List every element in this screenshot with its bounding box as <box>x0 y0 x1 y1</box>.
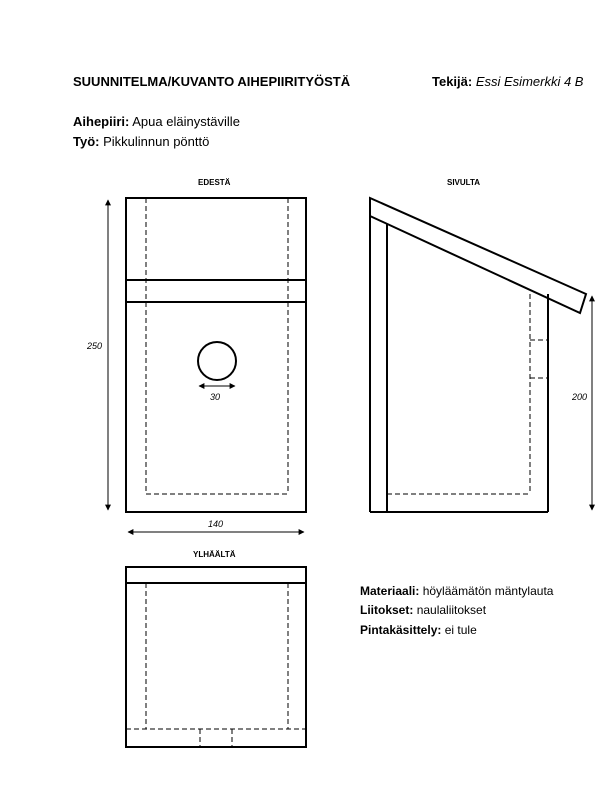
finish-value: ei tule <box>444 623 477 637</box>
topic-label: Aihepiiri: <box>73 114 130 129</box>
top-view <box>126 567 306 747</box>
material-value: höyläämätön mäntylauta <box>422 584 554 598</box>
work-label: Työ: <box>73 134 100 149</box>
topic-value: Apua eläinystäville <box>132 114 240 129</box>
front-width-dimension: 140 <box>208 519 224 529</box>
page-title: SUUNNITELMA/KUVANTO AIHEPIIRITYÖSTÄ <box>73 74 351 89</box>
finish <box>360 623 477 637</box>
joints <box>360 603 486 617</box>
front-outline <box>126 198 306 512</box>
side-view <box>370 198 592 512</box>
front-view-label: EDESTÄ <box>198 178 231 187</box>
finish-label: Pintakäsittely: <box>360 623 442 637</box>
side-roof <box>370 198 586 313</box>
joints-value: naulaliitokset <box>416 603 487 617</box>
hole-diameter-dimension: 30 <box>210 392 221 402</box>
work-value: Pikkulinnun pönttö <box>103 134 210 149</box>
author-label: Tekijä: <box>432 74 473 89</box>
side-view-label: SIVULTA <box>447 178 481 187</box>
entrance-hole <box>198 342 236 380</box>
material-label: Materiaali: <box>360 584 420 598</box>
joints-label: Liitokset: <box>360 603 414 617</box>
top-outline <box>126 567 306 747</box>
material <box>360 584 553 598</box>
side-height-dimension: 200 <box>572 392 588 402</box>
author-value: Essi Esimerkki 4 B <box>475 74 584 89</box>
top-view-label: YLHÄÄLTÄ <box>193 550 236 559</box>
front-view <box>108 198 306 532</box>
front-height-dimension: 250 <box>87 341 103 351</box>
